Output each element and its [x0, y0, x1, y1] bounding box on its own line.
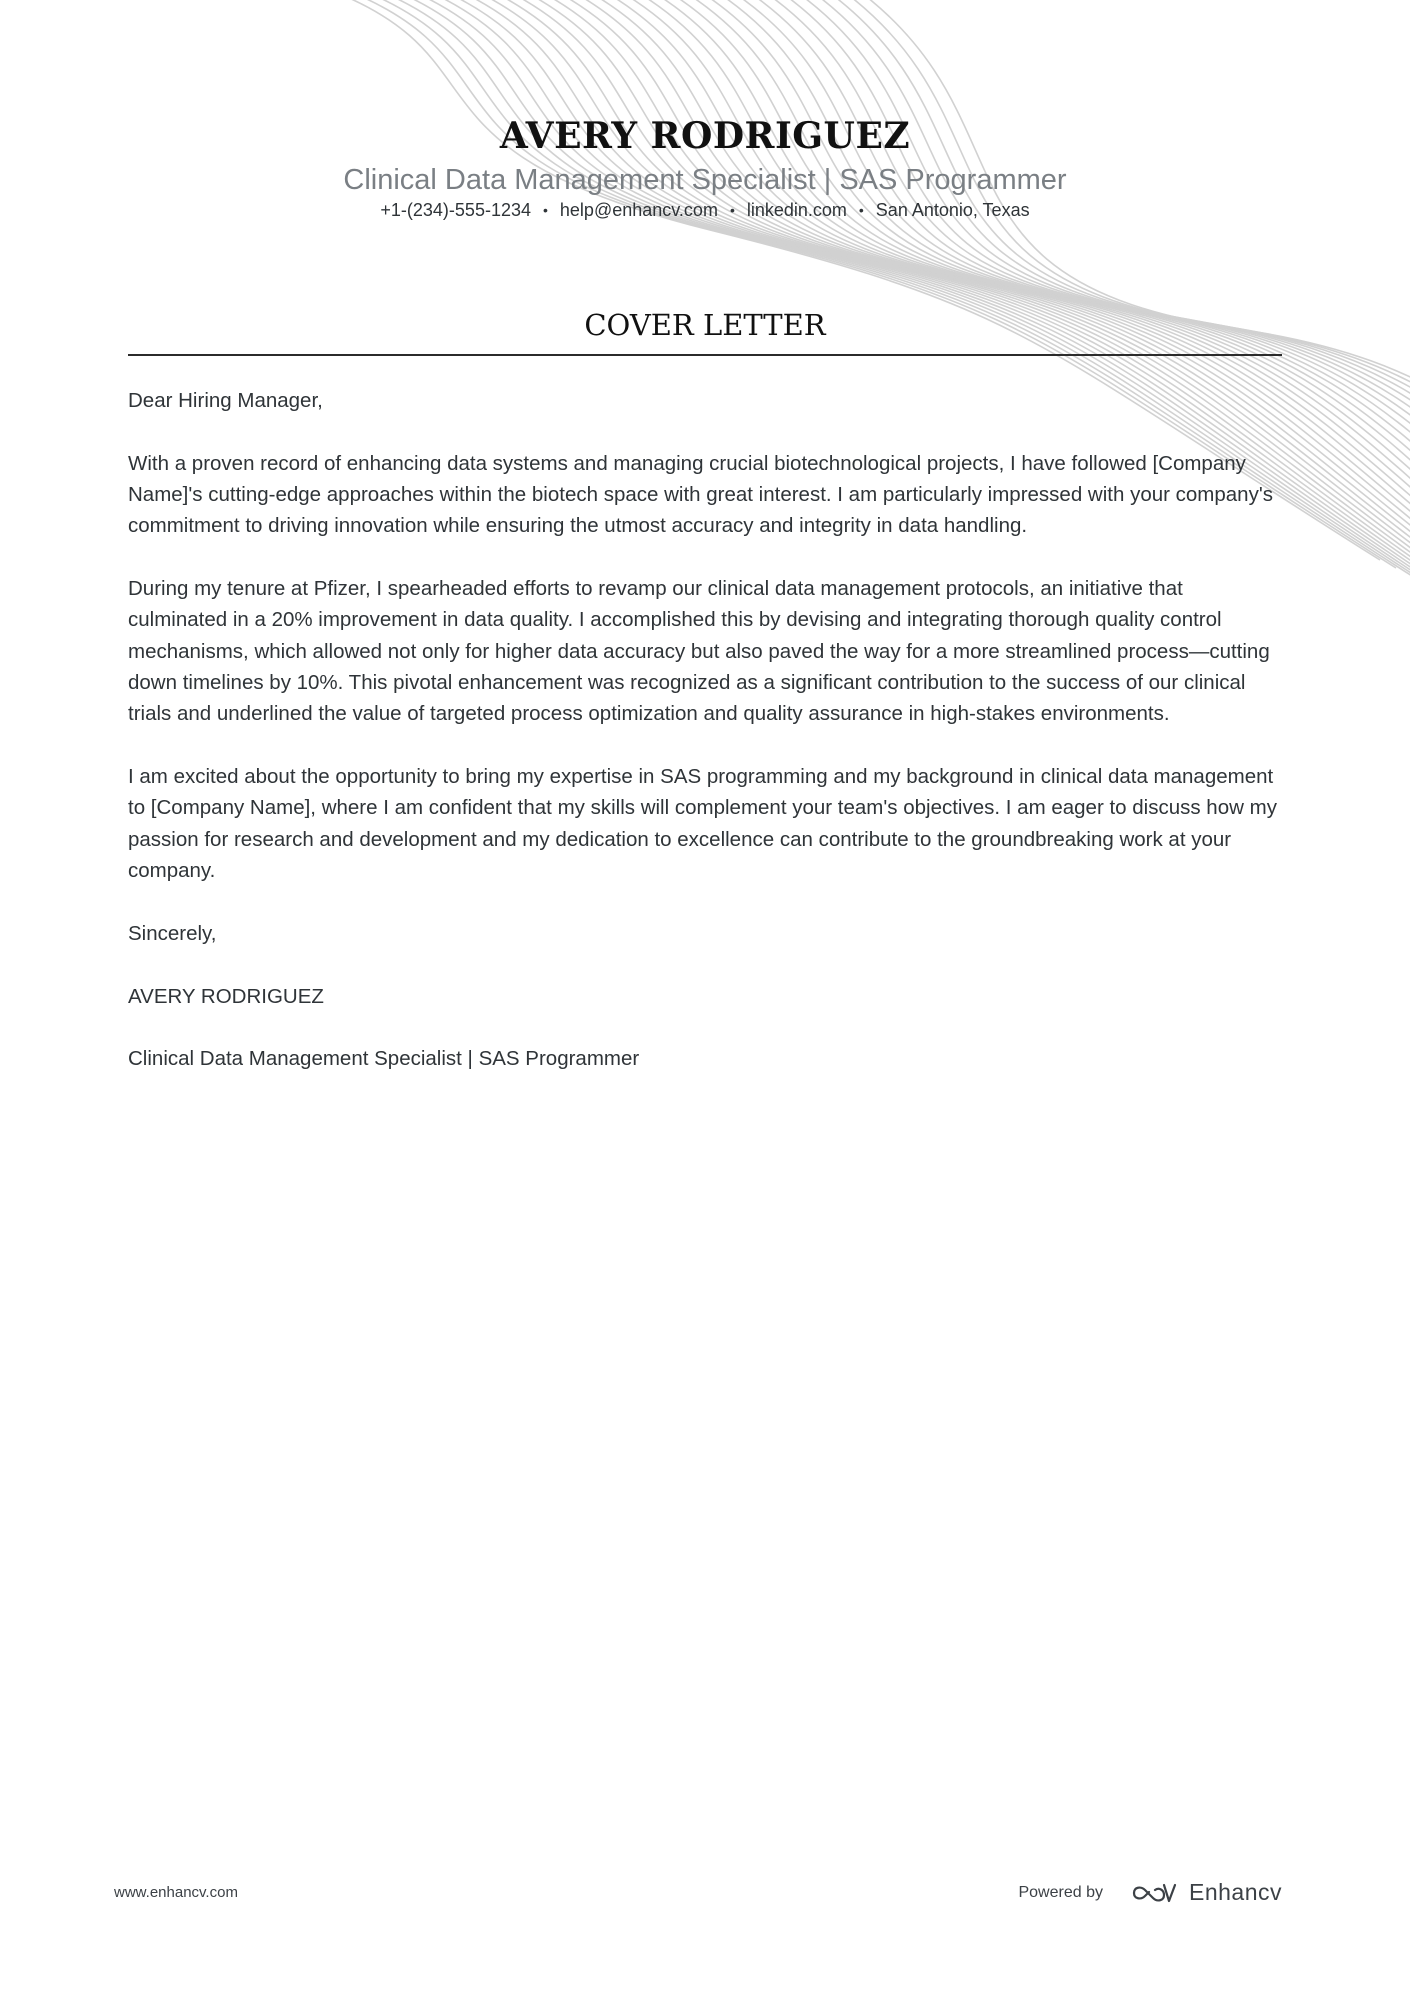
section-divider — [128, 354, 1282, 356]
applicant-title: Clinical Data Management Specialist | SAS Programmer — [343, 164, 1067, 196]
letter-closing: Sincerely, — [128, 921, 217, 945]
brand-name: Enhancv — [1188, 1879, 1282, 1905]
separator-dot: • — [543, 202, 548, 218]
separator-dot: • — [729, 202, 735, 218]
section-title: COVER LETTER — [584, 308, 826, 342]
letter-body — [128, 385, 1282, 1106]
location: San Antonio, Texas — [875, 200, 1030, 220]
letter-paragraph: With a proven record of enhancing data systems and managing crucial biotechnological projects, I have followed [Company Name]'s cutting-edge approaches within the biotech space with great interest. I am particularly impressed with your company's commitment to driving innovation while ensuring the utmost accuracy and integrity in data handling. — [128, 451, 1273, 538]
letter-greeting: Dear Hiring Manager, — [128, 389, 323, 412]
contact-info — [0, 198, 1410, 222]
footer-branding[interactable] — [1018, 1879, 1282, 1906]
signature-name: AVERY RODRIGUEZ — [128, 984, 324, 1008]
resume-header — [0, 112, 1410, 222]
footer-website[interactable]: www.enhancv.com — [114, 1884, 238, 1901]
separator-dot: • — [858, 202, 864, 218]
phone-number: +1-(234)-555-1234 — [380, 200, 531, 220]
signature-title: Clinical Data Management Specialist | SAS Programmer — [128, 1047, 640, 1071]
applicant-name: AVERY RODRIGUEZ — [499, 115, 911, 157]
enhancv-logo-icon — [1131, 1881, 1177, 1905]
powered-by-label: Powered by — [1018, 1883, 1103, 1901]
letter-paragraph: I am excited about the opportunity to bring my expertise in SAS programming and my background in clinical data management to [Company Name], where I am confident that my skills will complement your team's objectives. I am eager to discuss how my passion for research and development and my dedication to excellence can contribute to the groundbreaking work at your company. — [128, 765, 1277, 883]
letter-paragraph: During my tenure at Pfizer, I spearheaded efforts to revamp our clinical data management protocols, an initiative that culminated in a 20% improvement in data quality. I accomplished this by devising and integrating thorough quality control mechanisms, which allowed not only for higher data accuracy but also paved the way for a more streamlined process—cutting down timelines by 10%. This pivotal enhancement was recognized as a significant contribution to the success of our clinical trials and underlined the value of targeted process optimization and quality assurance in high-stakes environments. — [128, 577, 1270, 726]
email-address[interactable]: help@enhancv.com — [559, 200, 718, 220]
linkedin-link[interactable]: linkedin.com — [746, 200, 847, 220]
